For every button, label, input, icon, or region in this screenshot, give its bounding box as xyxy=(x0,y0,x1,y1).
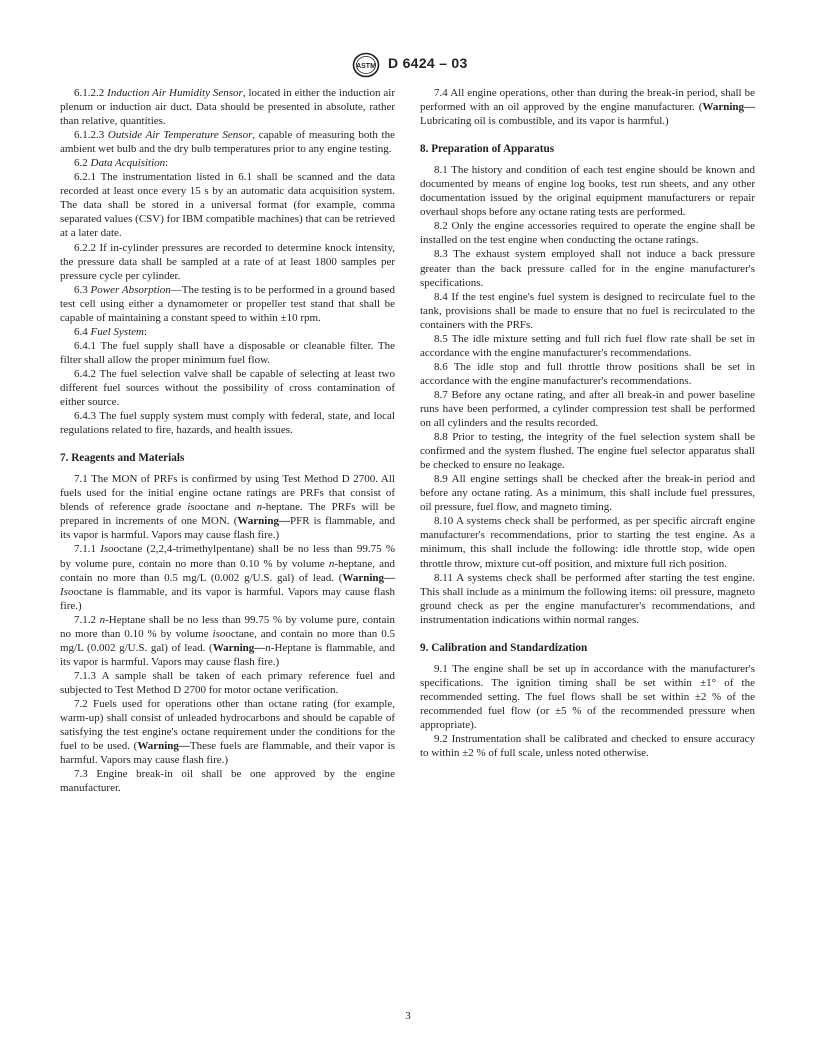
paragraph-7-2: 7.2 Fuels used for operations other than octane rating (for example, warm-up) shall consist of unleaded hydrocarbons and should be capable of satisfying the test engine's octane requirement under the conditions for the fuel to be used. (Warning—These fuels are flammable, and their vapor is harmful. Vapors may cause flash fire.) xyxy=(60,697,395,767)
astm-logo-icon xyxy=(352,52,380,78)
paragraph-7-1-1: 7.1.1 Isooctane (2,2,4-trimethylpentane) shall be no less than 99.75 % by volume pure, contain no more than 0.10 % by volume n-heptane, and contain no more than 0.5 mg/L (0.002 g/U.S. gal) of lead. (Warning—Isooctane is flammable, and its vapor is harmful. Vapors may cause flash fire.) xyxy=(60,543,396,612)
paragraph-8-6: 8.6 The idle stop and full throttle throw positions shall be set in accordance with the engine manufacturer's recommendations. xyxy=(420,360,755,387)
paragraph-6-2-2: 6.2.2 If in-cylinder pressures are recorded to determine knock intensity, the pressure data shall be sampled at a rate of at least 1800 samples per pressure cycle per cylinder. xyxy=(60,241,395,282)
section-heading-9: 9. Calibration and Standardization xyxy=(420,641,588,654)
paragraph-6-4-1: 6.4.1 The fuel supply shall have a disposable or cleanable filter. The filter shall allow the proper minimum fuel flow. xyxy=(60,339,395,366)
paragraph-7-1: 7.1 The MON of PRFs is confirmed by using Test Method D 2700. All fuels used for the initial engine octane ratings are PRFs that consist of blends of reference grade isooctane and n-heptane. The PRFs will be prepared in increments of one MON. (Warning—PFR is flammable, and its vapor is harmful. Vapors may cause flash fire.) xyxy=(60,473,396,542)
paragraph-6-4-2: 6.4.2 The fuel selection valve shall be capable of selecting at least two different fuel sources without the possibility of cross contamination of either source. xyxy=(60,367,395,409)
section-heading-7: 7. Reagents and Materials xyxy=(60,452,185,465)
paragraph-8-10: 8.10 A systems check shall be performed, as per specific aircraft engine manufacturer's recommendations, prior to starting the test engine. As a minimum, this shall include the following: idle throttle stop, wide open throttle throw, mixture cut-off position, and mixture full rich position. xyxy=(420,515,755,570)
paragraph-8-5: 8.5 The idle mixture setting and full rich fuel flow rate shall be set in accordance with the engine manufacturer's recommendations. xyxy=(420,332,755,359)
page-header xyxy=(0,52,816,82)
document-designation: D 6424 – 03 xyxy=(388,55,468,71)
svg-text:ASTM: ASTM xyxy=(356,63,376,70)
paragraph-6-3: 6.3 Power Absorption—The testing is to be performed in a ground based test cell using either a dynamometer or propeller test stand that shall be capable of maintaining a constant speed to within ±10 rpm. xyxy=(60,283,395,324)
paragraph-7-3: 7.3 Engine break-in oil shall be one approved by the engine manufacturer. xyxy=(60,768,395,795)
section-heading-8: 8. Preparation of Apparatus xyxy=(420,143,555,156)
paragraph-8-1: 8.1 The history and condition of each test engine should be known and documented by means of engine log books, test run sheets, and any other documentation issued by the original equipment manufacturers or repair overhaul shops before any octane rating tests are performed. xyxy=(420,164,755,219)
paragraph-8-9: 8.9 All engine settings shall be checked after the break-in period and before any octane rating. As a minimum, this shall include fuel pressures, oil pressure, fuel flow, and magneto timing. xyxy=(420,473,755,514)
paragraph-8-3: 8.3 The exhaust system employed shall not induce a back pressure greater than the back pressure called for in the engine manufacturer's specifications. xyxy=(420,248,755,289)
paragraph-9-1: 9.1 The engine shall be set up in accordance with the manufacturer's specifications. The ignition timing shall be set within ±1° of the recommended setting. The fuel flows shall be set within ±2 % of the recommended fuel flow (or ±5 % of the recommended pressure when appropriate). xyxy=(420,662,755,731)
paragraph-6-2: 6.2 Data Acquisition: xyxy=(74,157,169,170)
right-column xyxy=(420,86,755,760)
paragraph-6-4: 6.4 Fuel System: xyxy=(74,325,148,338)
paragraph-8-2: 8.2 Only the engine accessories required to operate the engine shall be installed on the test engine when conducting the octane ratings. xyxy=(420,220,755,247)
paragraph-7-4: 7.4 All engine operations, other than during the break-in period, shall be performed with an oil approved by the engine manufacturer. (Warning—Lubricating oil is combustible, and its vapor is harmful.) xyxy=(420,87,755,128)
paragraph-6-2-1: 6.2.1 The instrumentation listed in 6.1 shall be scanned and the data recorded at least once every 15 s by an automatic data acquisition system. The data shall be stored in a universal format (for example, comma separated values (CSV) for IBM compatible machines) that can be retrieved at a later date. xyxy=(60,171,395,240)
paragraph-8-7: 8.7 Before any octane rating, and after all break-in and power baseline runs have been performed, a cylinder compression test shall be performed on all cylinders and the results recorded. xyxy=(420,388,755,430)
paragraph-8-4: 8.4 If the test engine's fuel system is designed to recirculate fuel to the tank, provisions shall be made to ensure that no fuel is recirculated to the containers with the PRFs. xyxy=(420,290,755,331)
left-column xyxy=(60,86,395,795)
paragraph-6-1-2-3: 6.1.2.3 Outside Air Temperature Sensor, capable of measuring both the ambient wet bulb and the dry bulb temperatures prior to any engine testing. xyxy=(60,129,395,156)
paragraph-8-11: 8.11 A systems check shall be performed after starting the test engine. This shall include as a minimum the following items: oil pressure, magneto ground check as per the engine manufacturer's recommendations, and instrumentation indications within normal ranges. xyxy=(420,571,755,626)
paragraph-7-1-2: 7.1.2 n-Heptane shall be no less than 99.75 % by volume pure, contain no more than 0.10 % by volume isooctane, and contain no more than 0.5 mg/L (0.002 g/U.S. gal) of lead. (Warning—n-Heptane is flammable, and its vapor is harmful. Vapors may cause flash fire.) xyxy=(60,613,395,668)
paragraph-6-4-3: 6.4.3 The fuel supply system must comply with federal, state, and local regulations related to fire, hazards, and health issues. xyxy=(60,410,395,437)
paragraph-6-1-2-2: 6.1.2.2 Induction Air Humidity Sensor, located in either the induction air plenum or induction air duct. Data should be presented in absolute, rather than relative, quantities. xyxy=(60,87,395,128)
page-number: 3 xyxy=(405,1010,411,1022)
paragraph-7-1-3: 7.1.3 A sample shall be taken of each primary reference fuel and subjected to Test Method D 2700 for motor octane verification. xyxy=(60,669,395,696)
paragraph-9-2: 9.2 Instrumentation shall be calibrated and checked to ensure accuracy to within ±2 % of full scale, unless noted otherwise. xyxy=(420,733,755,760)
paragraph-8-8: 8.8 Prior to testing, the integrity of the fuel selection system shall be confirmed and the system flushed. The engine fuel selector apparatus shall be checked to ensure no leakage. xyxy=(420,431,755,472)
